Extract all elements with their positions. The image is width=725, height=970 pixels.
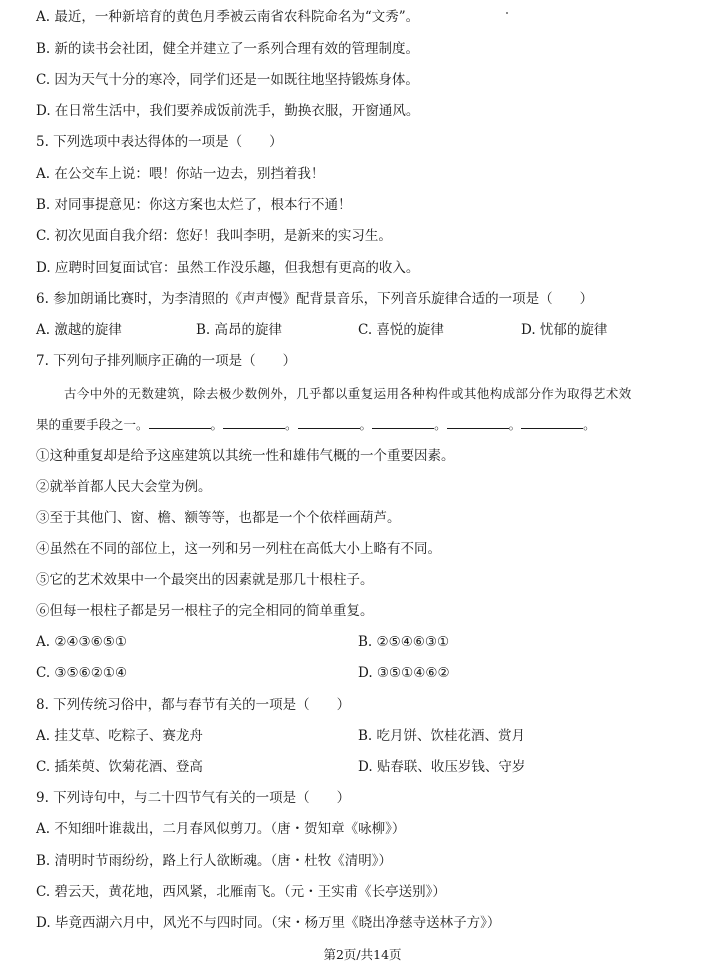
q7-sentence-3: ③至于其他门、窗、檐、额等等，也都是一个个依样画葫芦。 xyxy=(36,510,401,526)
q7-option-a: A. ②④③⑥⑤① xyxy=(36,634,127,650)
answer-blank xyxy=(372,416,434,429)
q9-option-b: B. 清明时节雨纷纷，路上行人欲断魂。（唐・杜牧《清明》） xyxy=(36,853,393,869)
q6-stem: 6. 参加朗诵比赛时，为李清照的《声声慢》配背景音乐，下列音乐旋律合适的一项是（ ） xyxy=(36,291,594,307)
q8-option-b: B. 吃月饼、饮桂花酒、赏月 xyxy=(358,728,526,744)
q5-option-a: A. 在公交车上说：喂！你站一边去，别挡着我！ xyxy=(36,166,325,182)
q4-option-b: B. 新的读书会社团，健全并建立了一系列合理有效的管理制度。 xyxy=(36,41,420,57)
q9-stem: 9. 下列诗句中，与二十四节气有关的一项是（ ） xyxy=(36,790,351,806)
answer-blank xyxy=(149,416,211,429)
q9-option-c: C. 碧云天，黄花地，西风紧，北雁南飞。（元・王实甫《长亭送别》） xyxy=(36,884,446,900)
q8-option-c: C. 插茱萸、饮菊花酒、登高 xyxy=(36,759,203,775)
q6-option-c: C. 喜悦的旋律 xyxy=(358,322,444,338)
answer-blank xyxy=(223,416,285,429)
q4-option-c: C. 因为天气十分的寒冷，同学们还是一如既往地坚持锻炼身体。 xyxy=(36,72,419,88)
q5-option-d: D. 应聘时回复面试官：虽然工作没乐趣，但我想有更高的收入。 xyxy=(36,260,420,276)
q6-option-d: D. 忧郁的旋律 xyxy=(521,322,608,338)
q4-option-d: D. 在日常生活中，我们要养成饭前洗手，勤换衣服，开窗通风。 xyxy=(36,103,420,119)
q7-option-d: D. ③⑤①④⑥② xyxy=(358,665,450,681)
page-number-footer: 第2页/共14页 xyxy=(323,947,402,962)
q7-stem: 7. 下列句子排列顺序正确的一项是（ ） xyxy=(36,353,297,369)
q6-option-b: B. 高昂的旋律 xyxy=(196,322,283,338)
q9-option-a: A. 不知细叶谁裁出，二月春风似剪刀。（唐・贺知章《咏柳》） xyxy=(36,821,406,837)
answer-blank xyxy=(447,416,509,429)
q7-sentence-4: ④虽然在不同的部位上，这一列和另一列柱在高低大小上略有不同。 xyxy=(36,541,441,557)
answer-blank xyxy=(521,416,583,429)
q7-passage-text: 果的重要手段之一。 xyxy=(36,417,149,432)
q9-option-d: D. 毕竟西湖六月中，风光不与四时同。（宋・杨万里《晓出净慈寺送林子方》） xyxy=(36,915,501,931)
q5-option-b: B. 对同事提意见：你这方案也太烂了，根本行不通！ xyxy=(36,197,352,213)
scan-speck xyxy=(506,12,508,14)
q7-sentence-2: ②就举首都人民大会堂为例。 xyxy=(36,479,212,495)
q8-option-a: A. 挂艾草、吃粽子、赛龙舟 xyxy=(36,728,203,744)
q7-sentence-1: ①这种重复却是给予这座建筑以其统一性和雄伟气概的一个重要因素。 xyxy=(36,448,455,464)
answer-blank xyxy=(298,416,360,429)
q6-option-a: A. 激越的旋律 xyxy=(36,322,122,338)
q7-sentence-6: ⑥但每一根柱子都是另一根柱子的完全相同的简单重复。 xyxy=(36,603,374,619)
q7-option-b: B. ②⑤④⑥③① xyxy=(358,634,450,650)
q7-option-c: C. ③⑤⑥②①④ xyxy=(36,665,128,681)
q5-option-c: C. 初次见面自我介绍：您好！我叫李明，是新来的实习生。 xyxy=(36,228,392,244)
q7-passage-line-2: 果的重要手段之一。 。 。 。 。 。 。 xyxy=(36,417,596,432)
q7-sentence-5: ⑤它的艺术效果中一个最突出的因素就是那几十根柱子。 xyxy=(36,572,374,588)
q8-stem: 8. 下列传统习俗中，都与春节有关的一项是（ ） xyxy=(36,697,351,713)
q7-passage-line-1: 古今中外的无数建筑，除去极少数例外，几乎都以重复运用各种构件或其他构成部分作为取得艺术效 xyxy=(64,386,632,401)
q8-option-d: D. 贴春联、收压岁钱、守岁 xyxy=(358,759,526,775)
q5-stem: 5. 下列选项中表达得体的一项是（ ） xyxy=(36,134,283,150)
q4-option-a: A. 最近，一种新培育的黄色月季被云南省农科院命名为“文秀”。 xyxy=(36,9,420,25)
